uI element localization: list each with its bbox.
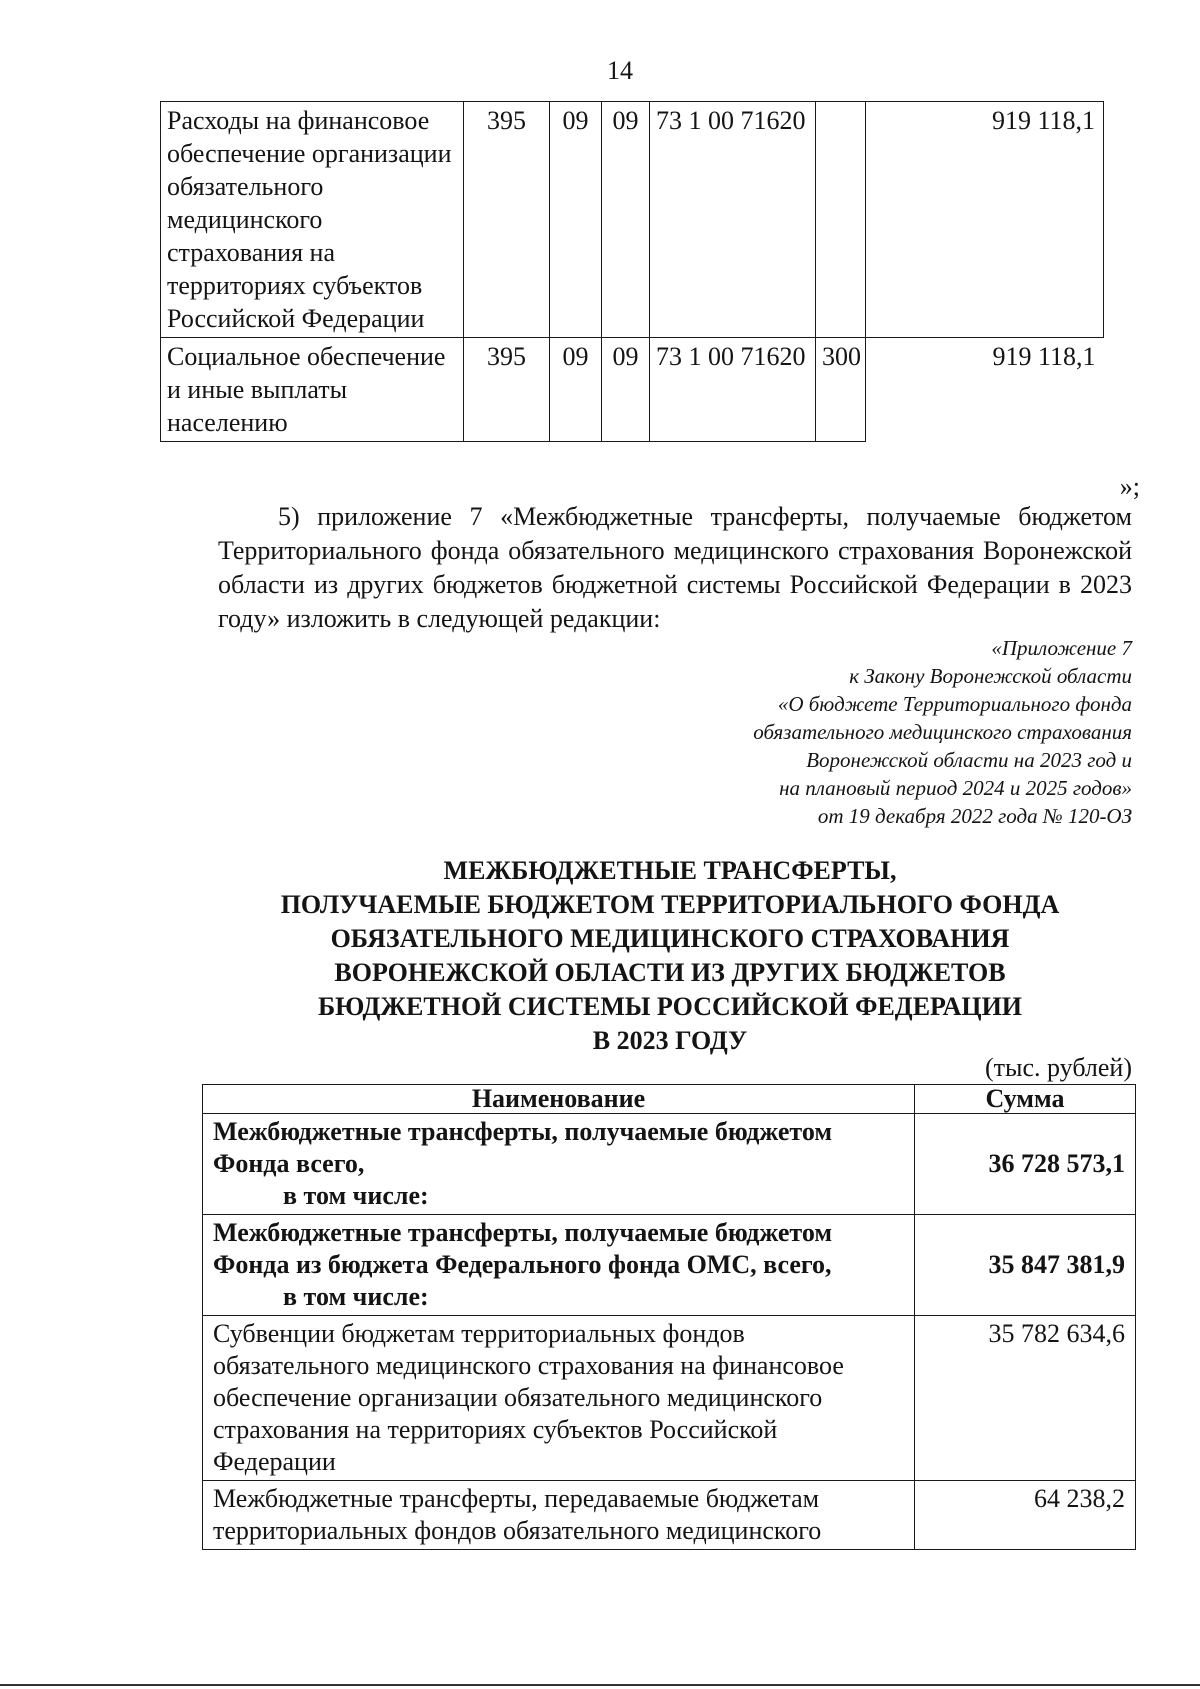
row-name-cell (203, 1114, 915, 1215)
row-sum: 35 847 381,9 (915, 1215, 1136, 1316)
section-code: 09 (550, 102, 602, 338)
document-heading (200, 854, 1140, 1058)
heading-line: МЕЖБЮДЖЕТНЫЕ ТРАНСФЕРТЫ, (443, 856, 897, 885)
expense-type-code: 300 (816, 338, 866, 442)
row-sum: 36 728 573,1 (915, 1114, 1136, 1215)
row-name: Межбюджетные трансферты, передаваемые бюджетам территориальных фондов обязательного медицинского (203, 1481, 915, 1550)
row-name: Субвенции бюджетам территориальных фондов обязательного медицинского страхования на финансовое обеспечение организации обязательного медицинского страхования на территориях субъектов Российской Федерации (203, 1316, 915, 1481)
transfers-table (202, 1084, 1136, 1550)
units-label: (тыс. рублей) (984, 1053, 1132, 1082)
target-article-code: 73 1 00 71620 (650, 338, 816, 442)
amendment-paragraph: 5) приложение 7 «Межбюджетные трансферты, получаемые бюджетом Территориального фонда обязательного медицинского страхования Воронежской области из других бюджетов бюджетной системы Российской Федерации в 2023 году» изложить в следующей редакции: (218, 502, 1132, 633)
heading-line: БЮДЖЕТНОЙ СИСТЕМЫ РОССИЙСКОЙ ФЕДЕРАЦИИ (317, 992, 1023, 1021)
table-row (203, 1316, 1136, 1481)
grbs-code: 395 (464, 102, 550, 338)
appendix-note-line: обязательного медицинского страхования (753, 720, 1132, 744)
appendix-note-line: «О бюджете Территориального фонда (777, 692, 1132, 716)
table-row (161, 338, 1104, 442)
row-subtitle: в том числе: (283, 1282, 429, 1311)
subsection-code: 09 (602, 102, 650, 338)
row-name-cell (203, 1215, 915, 1316)
table-row (203, 1215, 1136, 1316)
row-sum: 919 118,1 (866, 338, 1104, 442)
table-row (203, 1481, 1136, 1550)
target-article-code: 73 1 00 71620 (650, 102, 816, 338)
heading-line: ОБЯЗАТЕЛЬНОГО МЕДИЦИНСКОГО СТРАХОВАНИЯ (330, 924, 1010, 953)
table-header-row (203, 1085, 1136, 1114)
row-name: Межбюджетные трансферты, получаемые бюджетом Фонда всего, (213, 1117, 833, 1178)
table-row (203, 1114, 1136, 1215)
appendix-note-line: к Закону Воронежской области (849, 664, 1132, 688)
header-name: Наименование (203, 1085, 915, 1114)
row-sum: 64 238,2 (915, 1481, 1136, 1550)
table-row (161, 102, 1104, 338)
row-sum: 35 782 634,6 (915, 1316, 1136, 1481)
grbs-code: 395 (464, 338, 550, 442)
appendix-note-line: «Приложение 7 (991, 636, 1132, 660)
row-sum: 919 118,1 (866, 102, 1104, 338)
expense-type-code (816, 102, 866, 338)
appendix-note-line: на плановый период 2024 и 2025 годов» (779, 776, 1132, 800)
row-name: Социальное обеспечение и иные выплаты населению (161, 338, 464, 442)
heading-line: ПОЛУЧАЕМЫЕ БЮДЖЕТОМ ТЕРРИТОРИАЛЬНОГО ФОНДА (280, 890, 1060, 919)
appendix-note-line: Воронежской области на 2023 год и (806, 748, 1132, 772)
appendix-note (532, 634, 1132, 830)
page-number: 14 (607, 56, 633, 85)
heading-line: В 2023 ГОДУ (592, 1026, 748, 1055)
subsection-code: 09 (602, 338, 650, 442)
closing-mark: »; (1119, 472, 1140, 501)
row-name: Межбюджетные трансферты, получаемые бюджетом Фонда из бюджета Федерального фонда ОМС, всего, (213, 1218, 833, 1279)
section-code: 09 (550, 338, 602, 442)
row-subtitle: в том числе: (283, 1181, 429, 1210)
page-edge-line (0, 1684, 1200, 1686)
heading-line: ВОРОНЕЖСКОЙ ОБЛАСТИ ИЗ ДРУГИХ БЮДЖЕТОВ (334, 958, 1006, 987)
row-name: Расходы на финансовое обеспечение организации обязательного медицинского страхования на территориях субъектов Российской Федерации (161, 102, 464, 338)
expenditure-table (160, 101, 1104, 442)
appendix-note-line: от 19 декабря 2022 года № 120-ОЗ (817, 804, 1132, 828)
header-sum: Сумма (915, 1085, 1136, 1114)
